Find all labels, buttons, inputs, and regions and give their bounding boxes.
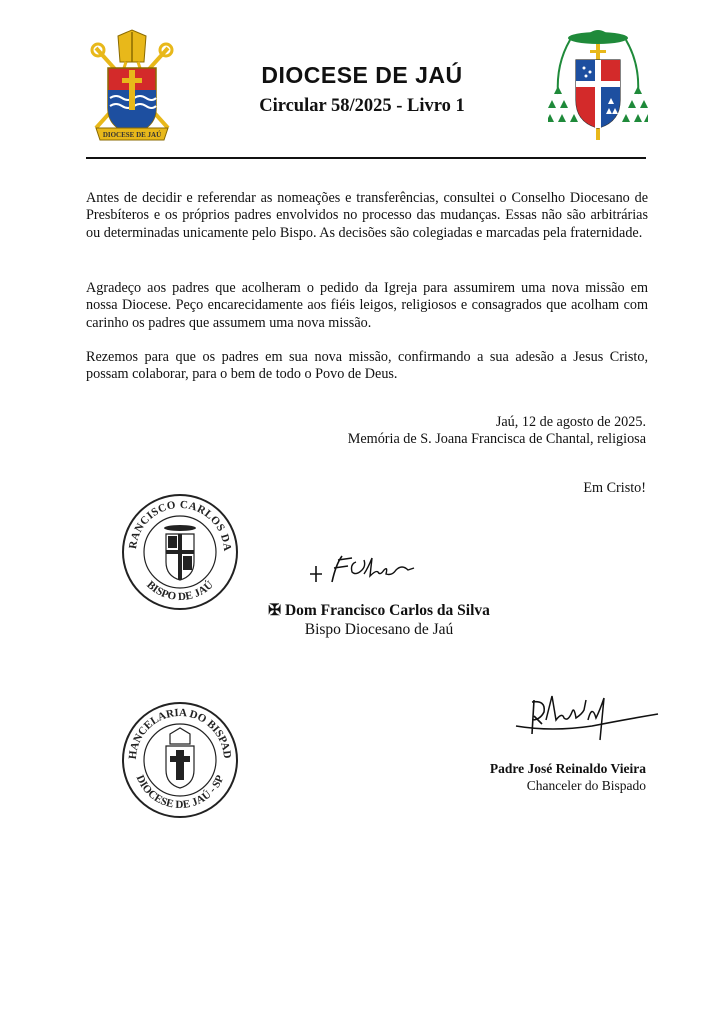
svg-text:CHANCELARIA DO BISPADO: HANCELARIA DO BISPAD — [126, 706, 234, 760]
crest-banner-text: DIOCESE DE JAÚ — [102, 131, 162, 139]
closing-salutation: Em Cristo! — [583, 480, 646, 496]
svg-text:DOM FRANCISCO CARLOS DA SILVA: RANCISCO CARLOS DA — [126, 498, 234, 552]
diocese-coat-of-arms-logo — [86, 28, 178, 146]
bishop-name: ✠ Dom Francisco Carlos da Silva — [268, 602, 490, 619]
chancellor-name: Padre José Reinaldo Vieira — [489, 761, 646, 776]
chancellor-title: Chanceler do Bispado — [526, 778, 646, 793]
bishop-coat-of-arms-logo — [548, 24, 648, 146]
circular-number: Circular 58/2025 - Livro 1 — [259, 96, 465, 116]
bishop-title: Bispo Diocesano de Jaú — [304, 621, 454, 638]
body-paragraph: Antes de decidir e referendar as nomeações e transferências, consultei o Conselho Diocesano de Presbíteros e os próprios padres envolvidos no processo das mudanças. Essas não são arbitrárias ou determinadas unicamente pelo Bispo. As decisões são colegiadas e marcadas pela fraternidade. — [86, 190, 648, 241]
chancellery-seal-stamp — [120, 700, 240, 820]
bishop-seal-stamp — [120, 492, 240, 612]
header-divider — [86, 157, 646, 159]
chancellor-handwritten-signature — [512, 690, 662, 750]
body-paragraph: Agradeço aos padres que acolheram o pedido da Igreja para assumirem uma nova missão em nossa Diocese. Peço encarecidamente aos fiéis leigos, religiosos e consagrados que acolham com carinho os padres que assumem uma nova missão. — [86, 280, 648, 331]
dateline-date: Jaú, 12 de agosto de 2025. — [495, 414, 646, 430]
dateline-memoria: Memória de S. Joana Francisca de Chantal, religiosa — [347, 431, 646, 447]
svg-text:DIOCESE DE JAÚ - SP: DIOCESE DE JAÚ - SP — [133, 773, 227, 812]
svg-text:BISPO DE JAÚ: BISPO DE JAÚ — [144, 578, 216, 604]
body-paragraph: Rezemos para que os padres em sua nova missão, confirmando a sua adesão a Jesus Cristo, possam colaborar, para o bem de todo o Povo de Deus. — [86, 349, 648, 383]
bishop-handwritten-signature — [304, 540, 418, 590]
page-title: DIOCESE DE JAÚ — [261, 62, 463, 88]
